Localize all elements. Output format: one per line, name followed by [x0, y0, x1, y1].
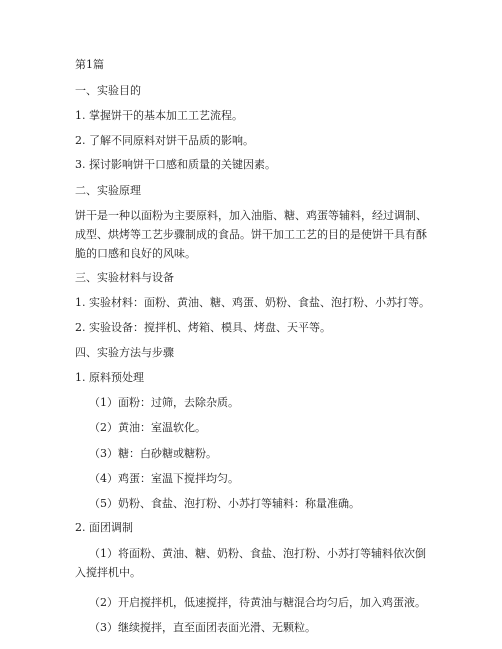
materials-item: 1. 实验材料：面粉、黄油、糖、鸡蛋、奶粉、食盐、泡打粉、小苏打等。 — [75, 296, 430, 309]
step-item: （1）面粉：过筛，去除杂质。 — [89, 396, 239, 409]
step-item: （4）鸡蛋：室温下搅拌均匀。 — [89, 472, 239, 485]
section-heading-methods: 四、实验方法与步骤 — [75, 346, 174, 359]
section-heading-objectives: 一、实验目的 — [75, 84, 141, 97]
principle-paragraph: 饼干是一种以面粉为主要原料，加入油脂、糖、鸡蛋等辅料，经过调制、成型、烘烤等工艺步骤制成的食品。饼干加工工艺的目的是使饼干具有酥脆的口感和良好的风味。 — [75, 209, 427, 260]
step-item: （3）继续搅拌，直至面团表面光滑、无颗粒。 — [89, 621, 316, 634]
section-heading-principle: 二、实验原理 — [75, 184, 141, 197]
step-item: （3）糖：白砂糖或糖粉。 — [89, 447, 217, 460]
objective-item: 2. 了解不同原料对饼干品质的影响。 — [75, 134, 254, 147]
step-heading: 2. 面团调制 — [75, 521, 133, 534]
step-heading: 1. 原料预处理 — [75, 371, 144, 384]
step-item: （2）开启搅拌机，低速搅拌，待黄油与糖混合均匀后，加入鸡蛋液。 — [89, 596, 426, 609]
objective-item: 3. 探讨影响饼干口感和质量的关键因素。 — [75, 158, 276, 171]
part-label: 第1篇 — [75, 58, 104, 71]
equipment-item: 2. 实验设备：搅拌机、烤箱、模具、烤盘、天平等。 — [75, 321, 331, 334]
step-item: （2）黄油：室温软化。 — [89, 421, 206, 434]
section-heading-materials: 三、实验材料与设备 — [75, 271, 174, 284]
objective-item: 1. 掌握饼干的基本加工工艺流程。 — [75, 109, 243, 122]
step-item: （5）奶粉、食盐、泡打粉、小苏打等辅料：称量准确。 — [89, 497, 360, 510]
step-item: （1）将面粉、黄油、糖、奶粉、食盐、泡打粉、小苏打等辅料依次倒入搅拌机中。 — [75, 547, 426, 579]
